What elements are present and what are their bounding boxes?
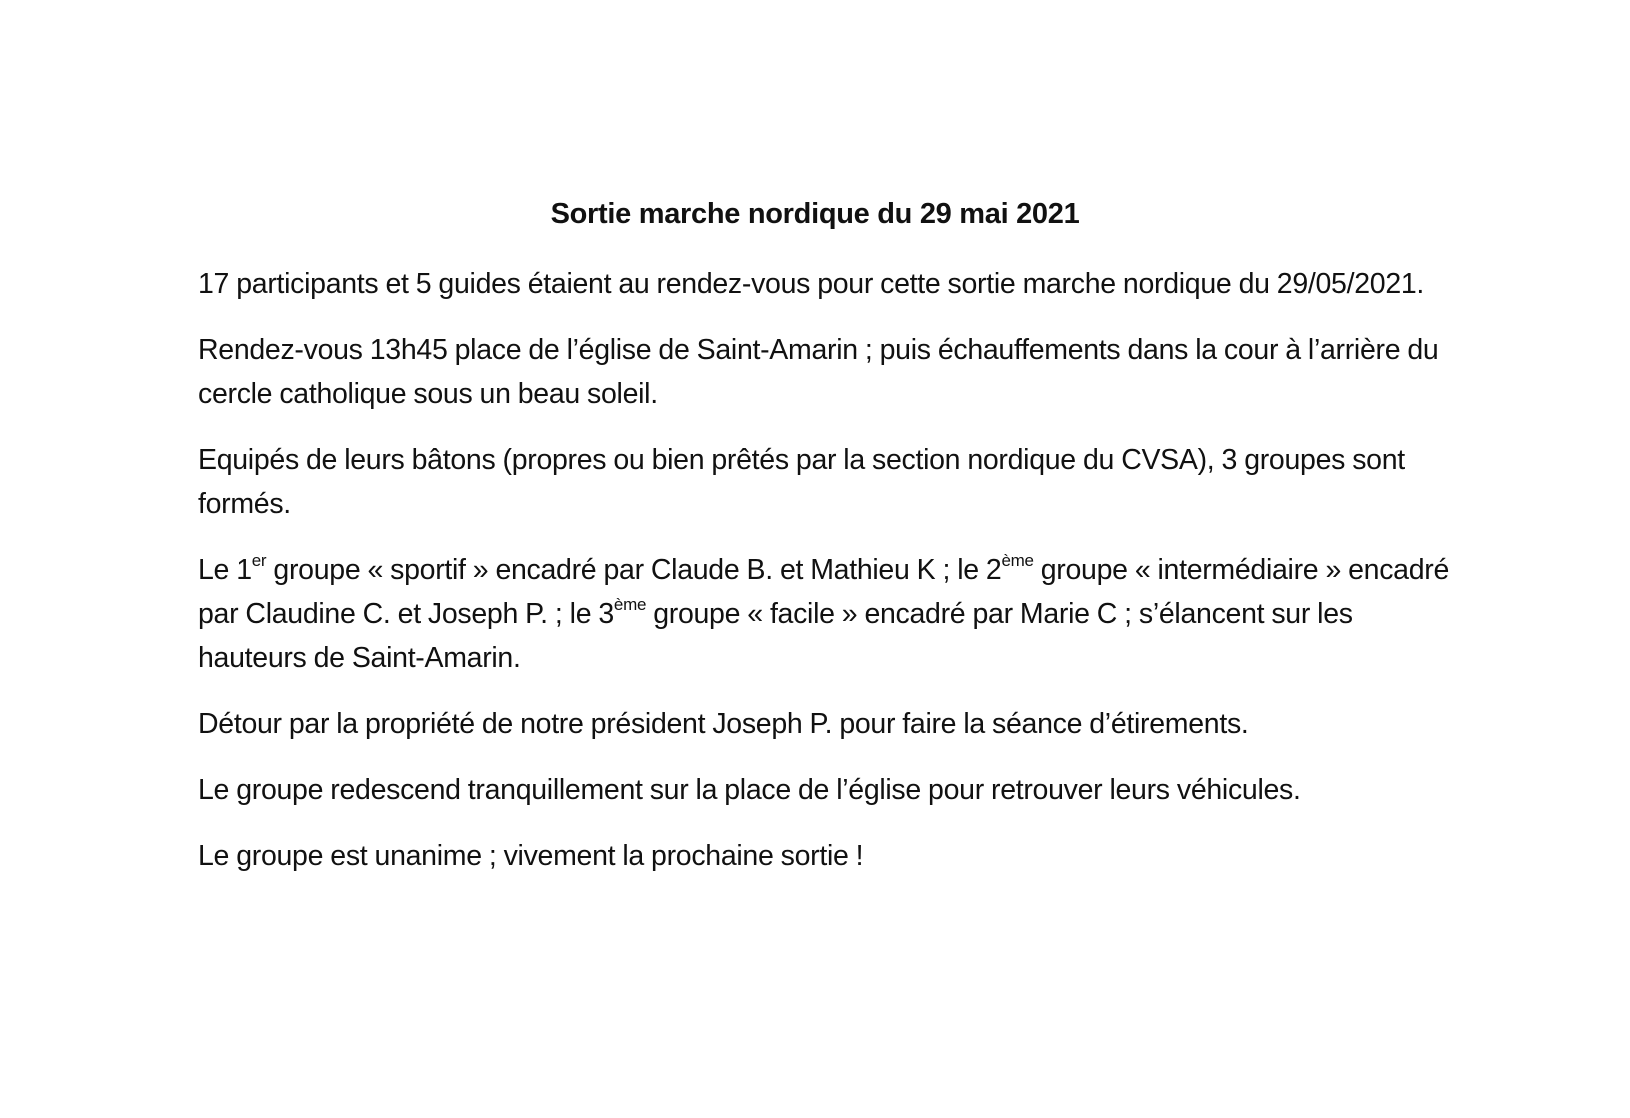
document-body: [198, 262, 1458, 900]
paragraph-equipment: Equipés de leurs bâtons (propres ou bien prêtés par la section nordique du CVSA), 3 groupes sont formés.: [198, 444, 1405, 520]
ordinal-first: er: [251, 550, 267, 570]
paragraph-groups: [198, 548, 1458, 680]
document-title: Sortie marche nordique du 29 mai 2021: [550, 198, 1080, 230]
paragraph-participants: 17 participants et 5 guides étaient au rendez-vous pour cette sortie marche nordique du 29/05/2021.: [198, 268, 1425, 300]
groups-text-4: groupe « facile » encadré par Marie C ; s’élancent sur les hauteurs de Saint-Amarin.: [198, 598, 1353, 674]
groups-text-2: groupe « sportif » encadré par Claude B. et Mathieu K ; le 2: [266, 554, 1002, 586]
groups-text-3: groupe « intermédiaire » encadré par Claudine C. et Joseph P. ; le 3: [198, 554, 1450, 630]
ordinal-second: ème: [1001, 550, 1034, 570]
ordinal-third: ème: [613, 594, 647, 614]
paragraph-meeting-point: Rendez-vous 13h45 place de l’église de Saint-Amarin ; puis échauffements dans la cour à l’arrière du cercle catholique sous un beau soleil.: [198, 334, 1439, 410]
groups-text-1: Le 1: [198, 554, 252, 586]
paragraph-conclusion: Le groupe est unanime ; vivement la prochaine sortie !: [198, 840, 864, 872]
paragraph-stretching: Détour par la propriété de notre président Joseph P. pour faire la séance d’étirements.: [198, 708, 1249, 740]
paragraph-return: Le groupe redescend tranquillement sur la place de l’église pour retrouver leurs véhicules.: [198, 774, 1301, 806]
